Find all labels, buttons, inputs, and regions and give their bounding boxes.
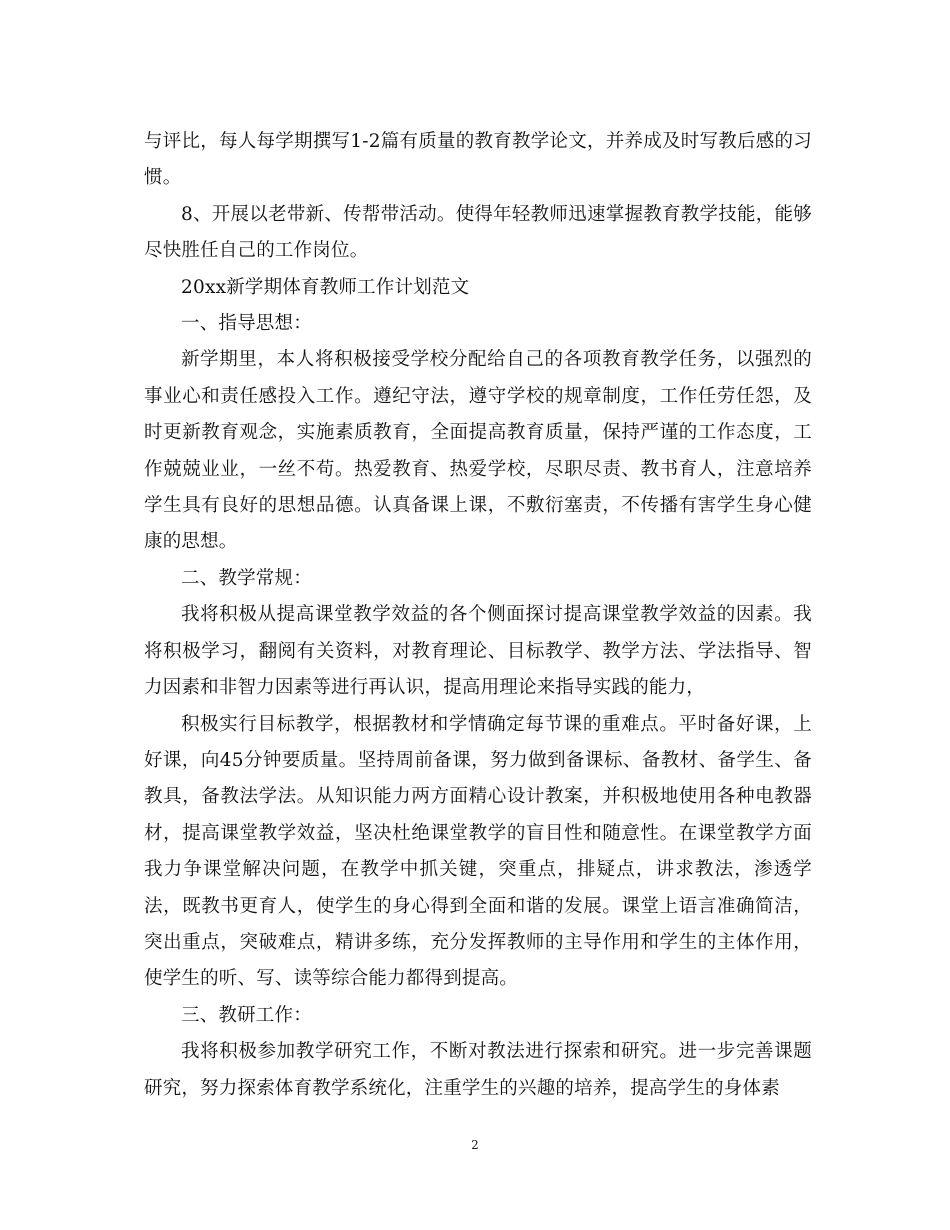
heading-research-work: 三、教研工作： xyxy=(181,1004,312,1026)
document-body xyxy=(144,124,812,1107)
paragraph-teaching-routine-1: 我将积极从提高课堂教学效益的各个侧面探讨提高课堂教学效益的因素。我将积极学习，翻阅有关资料，对教育理论、目标教学、教学方法、学法指导、智力因素和非智力因素等进行再认识，提高用理论来指导实践的能力， xyxy=(144,604,812,699)
section-title: 20xx新学期体育教师工作计划范文 xyxy=(181,276,470,298)
paragraph-continuation: 与评比，每人每学期撰写1-2篇有质量的教育教学论文，并养成及时写教后感的习惯。 xyxy=(144,131,812,189)
heading-teaching-routine: 二、教学常规： xyxy=(181,567,312,589)
paragraph-teaching-routine-2: 积极实行目标教学，根据教材和学情确定每节课的重难点。平时备好课，上好课，向45分钟要质量。坚持周前备课，努力做到备课标、备教材、备学生、备教具，备教法学法。从知识能力两方面精心设计教案，并积极地使用各种电教器材，提高课堂教学效益，坚决杜绝课堂教学的盲目性和随意性。在课堂教学方面我力争课堂解决问题，在教学中抓关键，突重点，排疑点，讲求教法，渗透学法，既教书更育人，使学生的身心得到全面和谐的发展。课堂上语言准确简洁，突出重点，突破难点，精讲多练，充分发挥教师的主导作用和学生的主体作用，使学生的听、写、读等综合能力都得到提高。 xyxy=(144,713,812,990)
paragraph-guiding-ideology: 新学期里，本人将积极接受学校分配给自己的各项教育教学任务，以强烈的事业心和责任感投入工作。遵纪守法，遵守学校的规章制度，工作任劳任怨，及时更新教育观念，实施素质教育，全面提高教育质量，保持严谨的工作态度，工作兢兢业业，一丝不苟。热爱教育、热爱学校，尽职尽责、教书育人，注意培养学生具有良好的思想品德。认真备课上课，不敷衍塞责，不传播有害学生身心健康的思想。 xyxy=(144,349,812,553)
page-number: 2 xyxy=(471,1138,479,1152)
heading-guiding-ideology: 一、指导思想： xyxy=(181,313,312,335)
paragraph-research-work: 我将积极参加教学研究工作，不断对教法进行探索和研究。进一步完善课题研究，努力探索体育教学系统化，注重学生的兴趣的培养，提高学生的身体素 xyxy=(144,1041,812,1099)
paragraph-item-8: 8、开展以老带新、传帮带活动。使得年轻教师迅速掌握教育教学技能，能够尽快胜任自己的工作岗位。 xyxy=(144,203,812,262)
